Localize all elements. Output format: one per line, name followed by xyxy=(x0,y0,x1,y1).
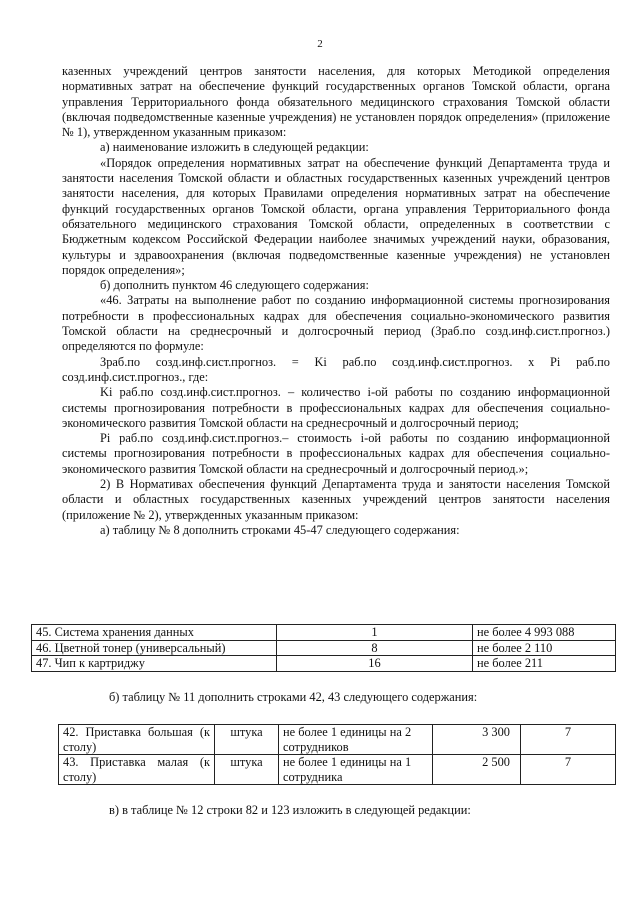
table-row xyxy=(32,640,616,656)
table-row xyxy=(32,656,616,672)
page-number: 2 xyxy=(317,38,323,50)
table-12-intro: в) в таблице № 12 строки 82 и 123 изложить в следующей редакции: xyxy=(109,803,471,817)
table-cell: 42. Приставка большая (к столу) xyxy=(59,725,215,755)
table-cell: штука xyxy=(215,755,279,785)
table-row xyxy=(59,725,616,755)
table-row xyxy=(32,625,616,641)
table-cell: 43. Приставка малая (к столу) xyxy=(59,755,215,785)
table-cell: не более 211 xyxy=(473,656,616,672)
table-11-additions xyxy=(58,724,616,785)
table-cell: не более 2 110 xyxy=(473,640,616,656)
table-cell: не более 4 993 088 xyxy=(473,625,616,641)
table-cell: 45. Система хранения данных xyxy=(32,625,277,641)
paragraph: «Порядок определения нормативных затрат на обеспечение функций Департамента труда и занятости населения Томской области и областных государственных казенных учреждений центров занятости населения, для которых Правилами определения нормативных затрат на обеспечение функций государственных органов Томской области, органа управления Территориального фонда обязательного медицинского страхования Томской области, определенных в соответствии с Бюджетным кодексом Российской Федерации наиболее значимых учреждений науки, образования, культуры и здравоохранения (включая подведомственные казенные учреждения) не установлен порядок определения»; xyxy=(62,155,610,277)
paragraph: Pi раб.по созд.инф.сист.прогноз.– стоимость i-ой работы по созданию информационной системы прогнозирования потребности в профессиональных кадрах для обеспечения социально-экономического развития Томской области на среднесрочный и долгосрочный период.»; xyxy=(62,431,610,476)
table-cell: 2 500 xyxy=(433,755,521,785)
document-body xyxy=(62,64,610,538)
table-cell: 1 xyxy=(277,625,473,641)
table-cell: не более 1 единицы на 1 сотрудника xyxy=(279,755,433,785)
table-8-additions xyxy=(31,624,616,672)
paragraph: Ki раб.по созд.инф.сист.прогноз. – количество i-ой работы по созданию информационной системы прогнозирования потребности в профессиональных кадрах для обеспечения социально-экономического развития Томской области на среднесрочный и долгосрочный период; xyxy=(62,385,610,430)
table-cell: 16 xyxy=(277,656,473,672)
table-cell: штука xyxy=(215,725,279,755)
paragraph: казенных учреждений центров занятости населения, для которых Методикой определения нормативных затрат на обеспечение функций государственных органов Томской области, органа управления Территориального фонда обязательного медицинского страхования Томской области (включая подведомственные казенные учреждения) не установлен порядок определения» (приложение № 1), утвержденном указанным приказом: xyxy=(62,64,610,140)
formula-paragraph: Зраб.по созд.инф.сист.прогноз. = Ki раб.по созд.инф.сист.прогноз. x Pi раб.по созд.инф.сист.прогноз., где: xyxy=(62,354,610,384)
paragraph: а) наименование изложить в следующей редакции: xyxy=(100,140,369,155)
paragraph: а) таблицу № 8 дополнить строками 45-47 следующего содержания: xyxy=(100,522,460,537)
table-row xyxy=(59,755,616,785)
table-cell: не более 1 единицы на 2 сотрудников xyxy=(279,725,433,755)
table-cell: 7 xyxy=(521,725,616,755)
paragraph: 2) В Нормативах обеспечения функций Департамента труда и занятости населения Томской области и областных государственных казенных учреждений центров занятости населения (приложение № 2), утвержденных указанным приказом: xyxy=(62,477,610,522)
paragraph: «46. Затраты на выполнение работ по созданию информационной системы прогнозирования потребности в профессиональных кадрах для обеспечения социально-экономического развития Томской области на среднесрочный и долгосрочный период (Зраб.по созд.инф.сист.прогноз.) определяются по формуле: xyxy=(62,293,610,354)
table-cell: 7 xyxy=(521,755,616,785)
table-11-intro: б) таблицу № 11 дополнить строками 42, 43 следующего содержания: xyxy=(109,690,478,704)
paragraph: б) дополнить пунктом 46 следующего содержания: xyxy=(100,278,369,293)
table-cell: 3 300 xyxy=(433,725,521,755)
table-cell: 46. Цветной тонер (универсальный) xyxy=(32,640,277,656)
table-cell: 8 xyxy=(277,640,473,656)
table-cell: 47. Чип к картриджу xyxy=(32,656,277,672)
